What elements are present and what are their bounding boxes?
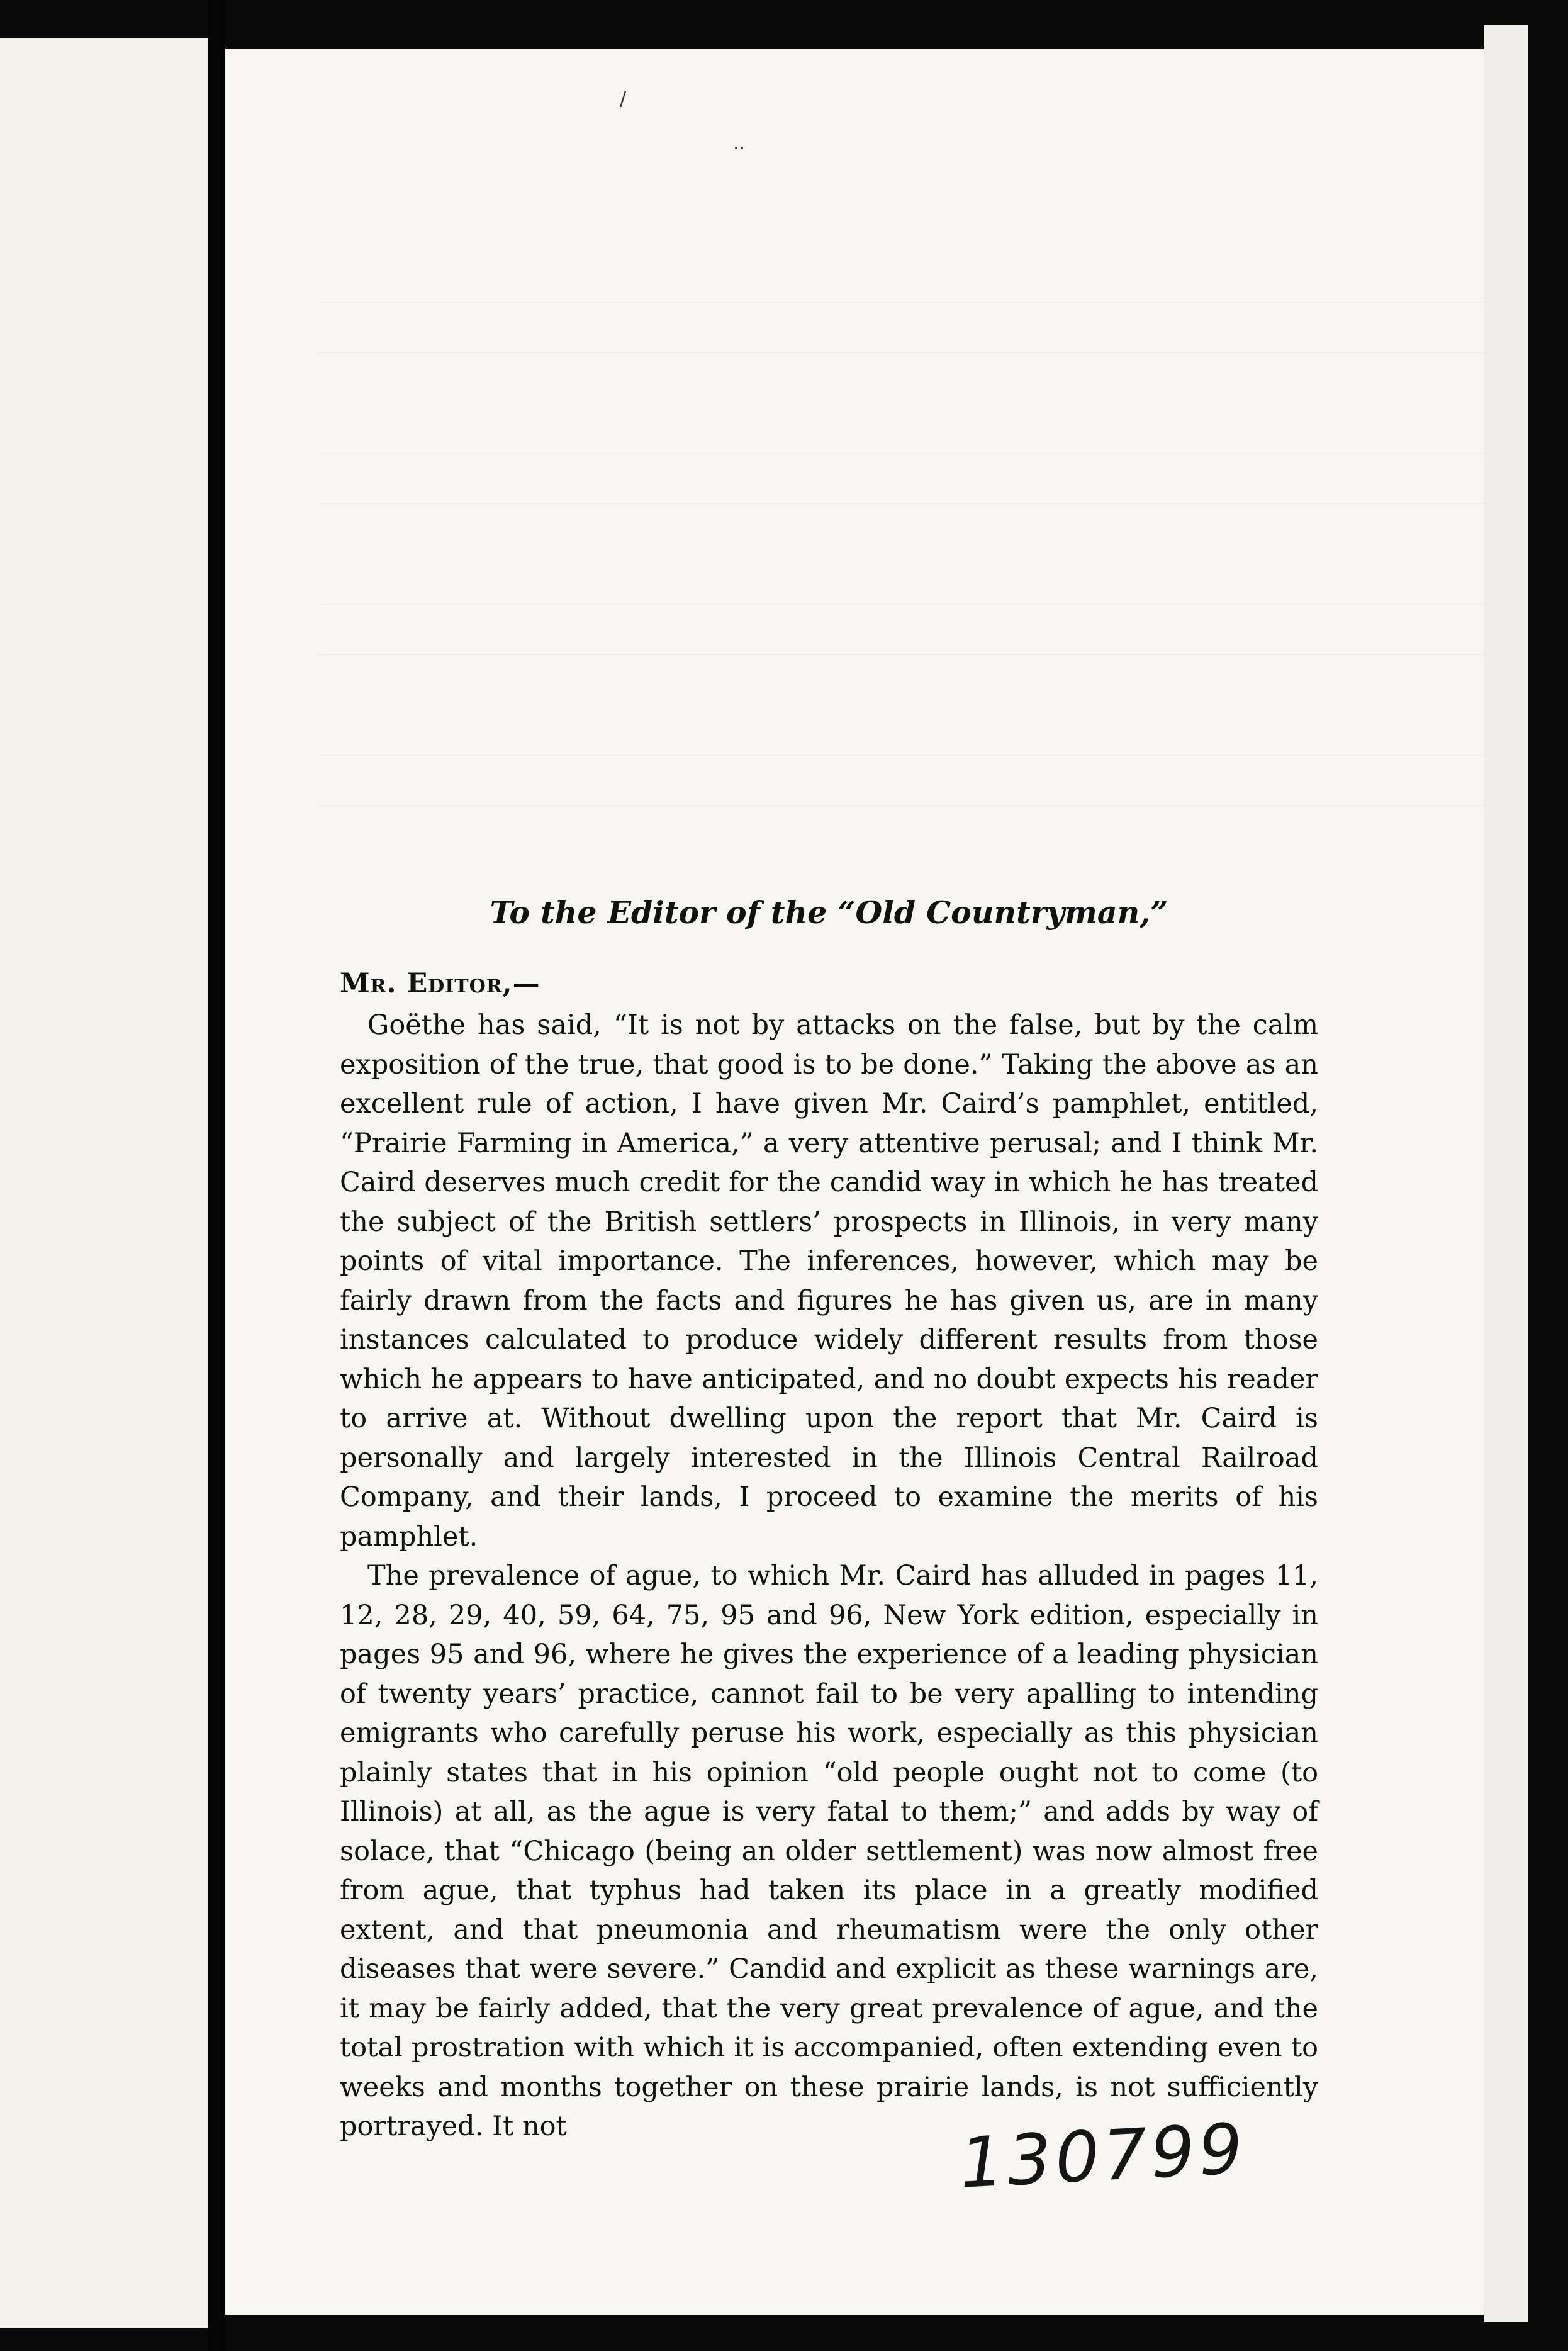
show-through-line (318, 654, 1488, 655)
letter (340, 894, 1318, 2146)
handwritten-catalog-number: 130799 (957, 2108, 1248, 2204)
show-through-line (318, 503, 1488, 504)
salutation: Mr. Editor,— (340, 968, 540, 999)
show-through-line (318, 805, 1488, 806)
show-through-line (318, 604, 1488, 605)
page-edge-strip (1484, 25, 1528, 2322)
paragraph-1: Goëthe has said, “It is not by attacks on the false, but by the calm exposition of the true, that good is to be done.” Taking the above as an excellent rule of action, I have given Mr. Caird’s pamphlet, entitled, “Prairie Farming in America,” a very attentive perusal; and I think Mr. Caird deserves much credit for the candid way in which he has treated the subject of the British settlers’ prospects in Illinois, in very many points of vital importance. The inferences, however, which may be fairly drawn from the facts and figures he has given us, are in many instances calculated to produce widely different results from those which he appears to have anticipated, and no doubt expects his reader to arrive at. Without dwelling upon the report that Mr. Caird is personally and largely interested in the Illinois Central Railroad Company, and their lands, I proceed to examine the merits of his pamphlet. (340, 1009, 1318, 1552)
book-gutter (208, 0, 225, 2351)
show-through-line (318, 755, 1488, 756)
show-through-line (318, 302, 1488, 303)
facing-page-edge (0, 38, 208, 2328)
scan-speck: .. (733, 132, 746, 154)
letter-heading: To the Editor of the “Old Countryman,” (490, 894, 1168, 931)
show-through-line (318, 352, 1488, 353)
show-through-line (318, 453, 1488, 454)
scan-speck: / (620, 88, 627, 110)
paragraph-2: The prevalence of ague, to which Mr. Caird has alluded in pages 11, 12, 28, 29, 40, 59, 64, 75, 95 and 96, New York edition, especially in pages 95 and 96, where he gives the experience of a leading physician of twenty years’ practice, cannot fail to be very apalling to intending emigrants who carefully peruse his work, especially as this physician plainly states that in his opinion “old people ought not to come (to Illinois) at all, as the ague is very fatal to them;” and adds by way of solace, that “Chicago (being an older settlement) was now almost free from ague, that typhus had taken its place in a greatly modified extent, and that pneumonia and rheumatism were the only other diseases that were severe.” Candid and explicit as these warnings are, it may be fairly added, that the very great prevalence of ague, and the total prostration with which it is accompanied, often extending even to weeks and months together on these prairie lands, is not sufficiently portrayed. It not (340, 1560, 1318, 2142)
